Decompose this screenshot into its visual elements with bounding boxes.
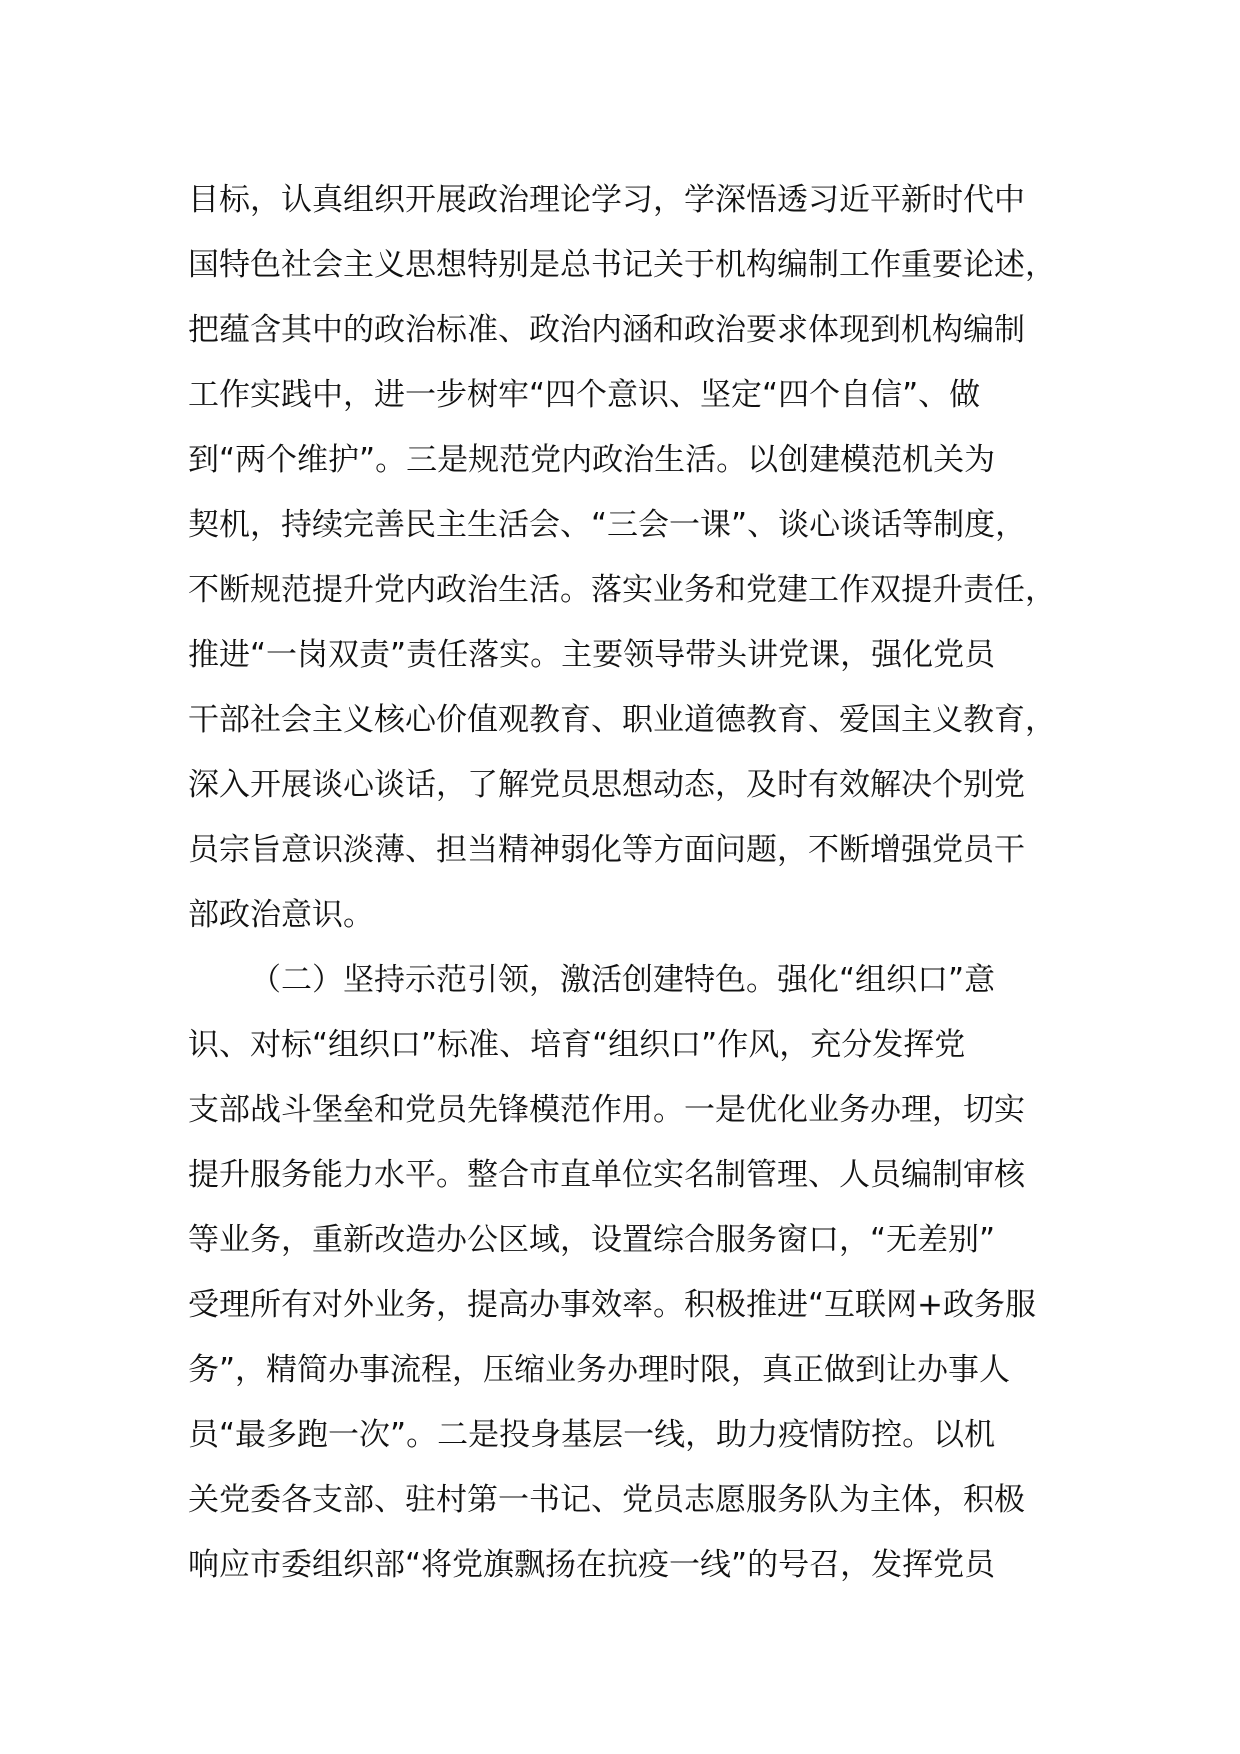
text-line: 受理所有对外业务，提高办事效率。积极推进“互联网+政务服	[188, 1287, 1037, 1323]
text-line: 识、对标“组织口”标准、培育“组织口”作风，充分发挥党	[188, 1027, 966, 1063]
body-text	[188, 168, 1088, 1598]
text-line: 不断规范提升党内政治生活。落实业务和党建工作双提升责任，	[188, 572, 1056, 608]
text-line: 务”，精简办事流程，压缩业务办理时限，真正做到让办事人	[188, 1352, 1011, 1388]
text-line: （二）坚持示范引领，激活创建特色。强化“组织口”意	[250, 962, 996, 998]
text-line: 支部战斗堡垒和党员先锋模范作用。一是优化业务办理，切实	[188, 1092, 1025, 1128]
text-line: 部政治意识。	[188, 897, 374, 933]
text-line: 提升服务能力水平。整合市直单位实名制管理、人员编制审核	[188, 1157, 1025, 1193]
text-line: 到“两个维护”。三是规范党内政治生活。以创建模范机关为	[188, 442, 996, 478]
text-line: 推进“一岗双责”责任落实。主要领导带头讲党课，强化党员	[188, 637, 996, 673]
text-line: 目标，认真组织开展政治理论学习，学深悟透习近平新时代中	[188, 182, 1025, 218]
text-line: 深入开展谈心谈话，了解党员思想动态，及时有效解决个别党	[188, 767, 1025, 803]
text-line: 工作实践中，进一步树牢“四个意识、坚定“四个自信”、做	[188, 377, 981, 413]
text-line: 员宗旨意识淡薄、担当精神弱化等方面问题，不断增强党员干	[188, 832, 1025, 868]
text-line: 等业务，重新改造办公区域，设置综合服务窗口，“无差别”	[188, 1222, 996, 1258]
text-line: 干部社会主义核心价值观教育、职业道德教育、爱国主义教育，	[188, 702, 1056, 738]
text-line: 员“最多跑一次”。二是投身基层一线，助力疫情防控。以机	[188, 1417, 996, 1453]
text-line: 契机，持续完善民主生活会、“三会一课”、谈心谈话等制度，	[188, 507, 1027, 543]
text-line: 关党委各支部、驻村第一书记、党员志愿服务队为主体，积极	[188, 1482, 1025, 1518]
text-line: 响应市委组织部“将党旗飘扬在抗疫一线”的号召，发挥党员	[188, 1547, 996, 1583]
text-line: 国特色社会主义思想特别是总书记关于机构编制工作重要论述，	[188, 247, 1056, 283]
text-line: 把蕴含其中的政治标准、政治内涵和政治要求体现到机构编制	[188, 312, 1025, 348]
